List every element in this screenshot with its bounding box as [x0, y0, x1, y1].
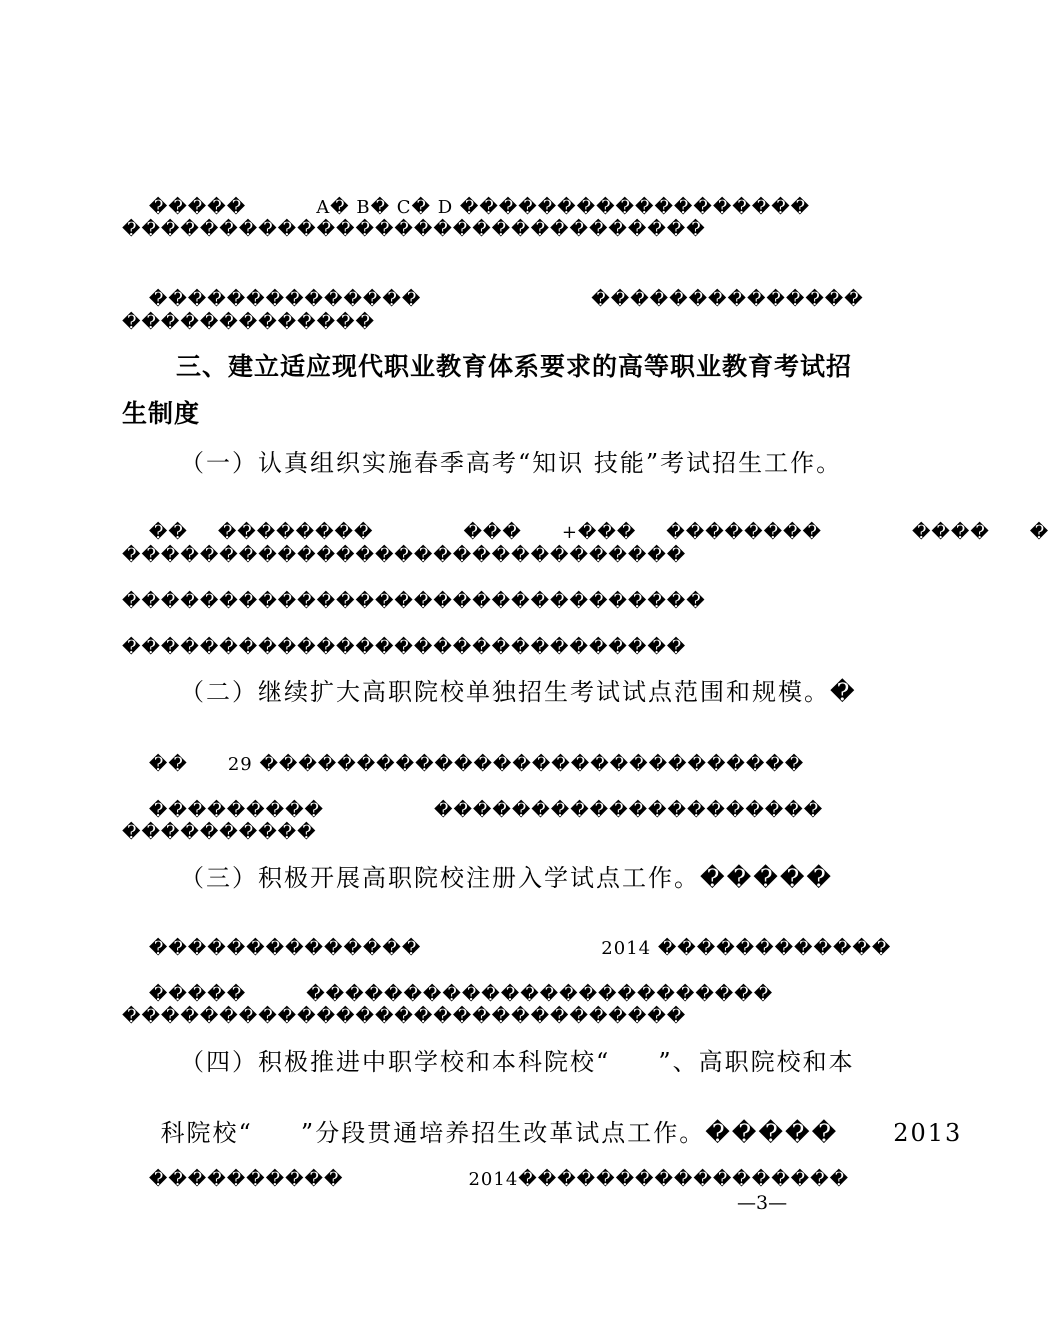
- subheading-4-line-1: （四）积极推进中职学校和本科院校“ ”、高职院校和本: [180, 1048, 855, 1076]
- text-line-14: �����������������������������: [122, 1006, 687, 1027]
- section-heading-line-1: 三、建立适应现代职业教育体系要求的高等职业教育考试招: [176, 352, 853, 381]
- subheading-2: （二）继续扩大高职院校单独招生考试试点范围和规模。�: [180, 678, 857, 706]
- text-line-3: �������������� ��������������: [148, 289, 864, 310]
- text-line-4: �������������: [122, 312, 375, 333]
- subheading-1: （一）认真组织实施春季高考“知识 技能”考试招生工作。: [180, 449, 843, 477]
- text-line-5: �� �������� ��� +��� �������� ���� �: [148, 522, 1049, 543]
- subheading-3: （三）积极开展高职院校注册入学试点工作。�����: [180, 864, 834, 892]
- text-line-7: ������������������������������: [122, 591, 706, 612]
- text-line-8: �����������������������������: [122, 637, 687, 658]
- text-line-9: �� 29 ����������������������������: [148, 754, 805, 775]
- text-line-1: ����� A� B� C� D ������������������: [148, 197, 811, 218]
- text-line-16: ���������� 2014�����������������: [148, 1169, 850, 1190]
- text-line-10: ��������� ��������������������: [148, 800, 824, 821]
- page-number: —3—: [737, 1192, 788, 1214]
- section-heading-line-2: 生制度: [122, 399, 201, 428]
- subheading-4-line-2: 科院校“ ”分段贯通培养招生改革试点工作。����� 2013: [160, 1119, 963, 1147]
- text-line-13: ����� ������������������������: [148, 984, 774, 1005]
- text-line-6: �����������������������������: [122, 545, 687, 566]
- text-line-11: ����������: [122, 822, 317, 843]
- text-line-12: �������������� 2014 ������������: [148, 938, 892, 959]
- text-line-2: ������������������������������: [122, 219, 706, 240]
